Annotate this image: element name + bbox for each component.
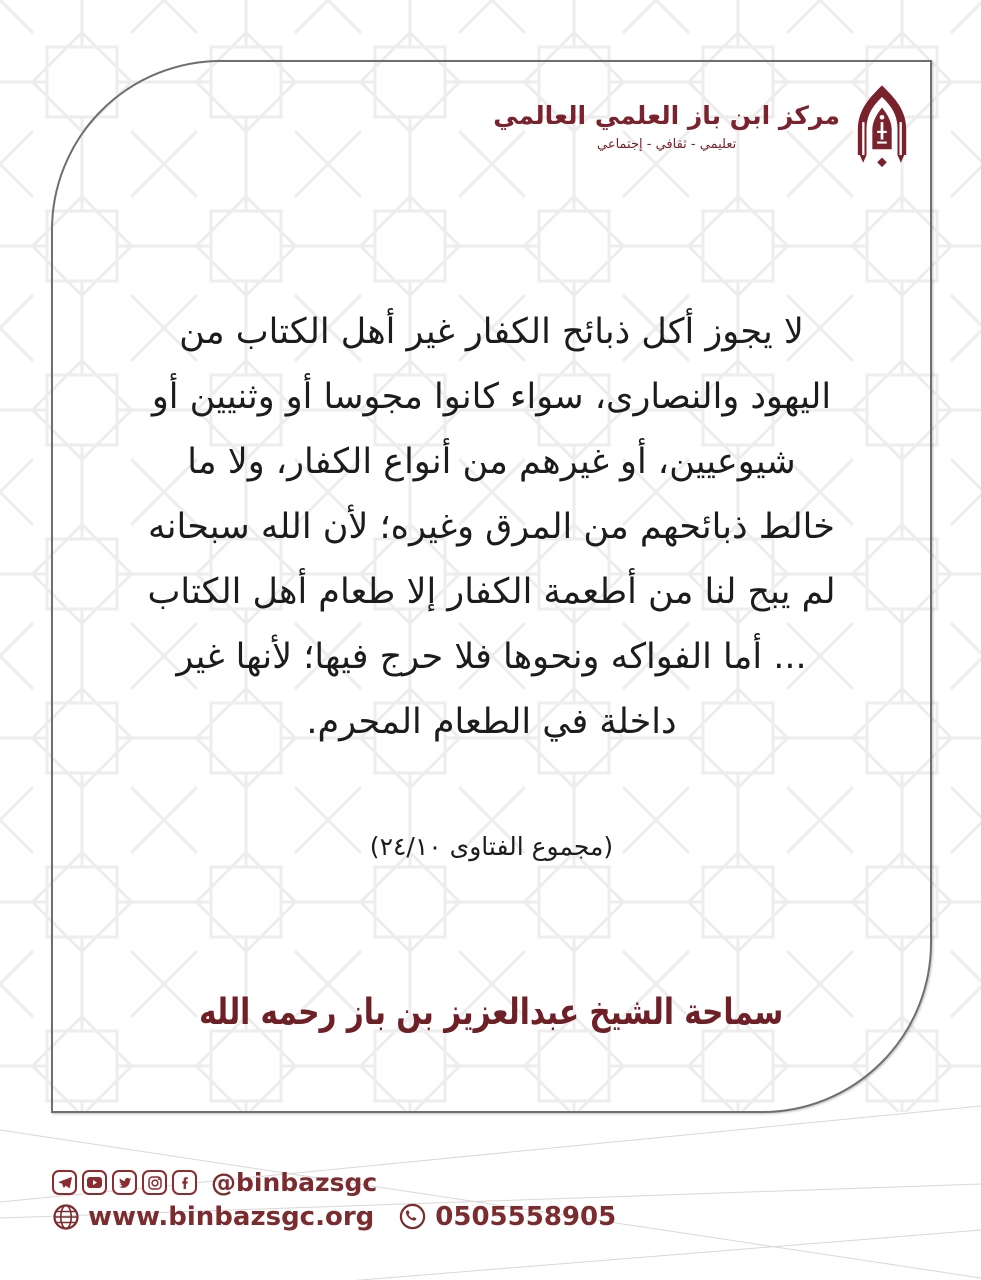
signature-calligraphy: [53, 992, 930, 1033]
contact-row: [52, 1202, 616, 1231]
brand-header: [493, 84, 912, 168]
brand-name: مركز ابن باز العلمي العالمي: [493, 100, 840, 130]
fatwa-line: لم يبح لنا من أطعمة الكفار إلا طعام أهل الكتاب: [147, 572, 836, 612]
telegram-icon: [52, 1170, 77, 1195]
fatwa-line: لا يجوز أكل ذبائح الكفار غير أهل الكتاب من: [179, 312, 804, 352]
binbaz-center-logo-icon: [852, 84, 912, 168]
fatwa-text: [53, 300, 930, 755]
social-handle: @binbazsgc: [211, 1168, 378, 1197]
website-url: www.binbazsgc.org: [88, 1201, 375, 1232]
social-row: [52, 1170, 616, 1195]
youtube-icon: [82, 1170, 107, 1195]
fatwa-line: داخلة في الطعام المحرم.: [306, 702, 677, 742]
quote-card: [51, 60, 932, 1113]
twitter-icon: [112, 1170, 137, 1195]
instagram-icon: [142, 1170, 167, 1195]
brand-wordmark: [493, 101, 840, 152]
whatsapp-icon: [398, 1202, 427, 1231]
globe-icon: [52, 1203, 80, 1231]
facebook-icon: [172, 1170, 197, 1195]
signature-text: سماحة الشيخ عبدالعزيز بن باز رحمه الله: [199, 992, 784, 1033]
fatwa-line: ... أما الفواكه ونحوها فلا حرج فيها؛ لأنها غير: [176, 637, 807, 677]
brand-tagline: تعليمي - ثقافي - إجتماعي: [596, 136, 737, 152]
fatwa-line: خالط ذبائحهم من المرق وغيره؛ لأن الله سبحانه: [148, 507, 835, 547]
phone-number: 0505558905: [435, 1201, 617, 1232]
fatwa-line: شيوعيين، أو غيرهم من أنواع الكفار، ولا ما: [187, 442, 796, 482]
footer: [52, 1170, 616, 1231]
fatwa-line: اليهود والنصارى، سواء كانوا مجوسا أو وثنيين أو: [151, 377, 832, 417]
citation: (مجموع الفتاوى ٢٤/١٠): [369, 832, 614, 861]
